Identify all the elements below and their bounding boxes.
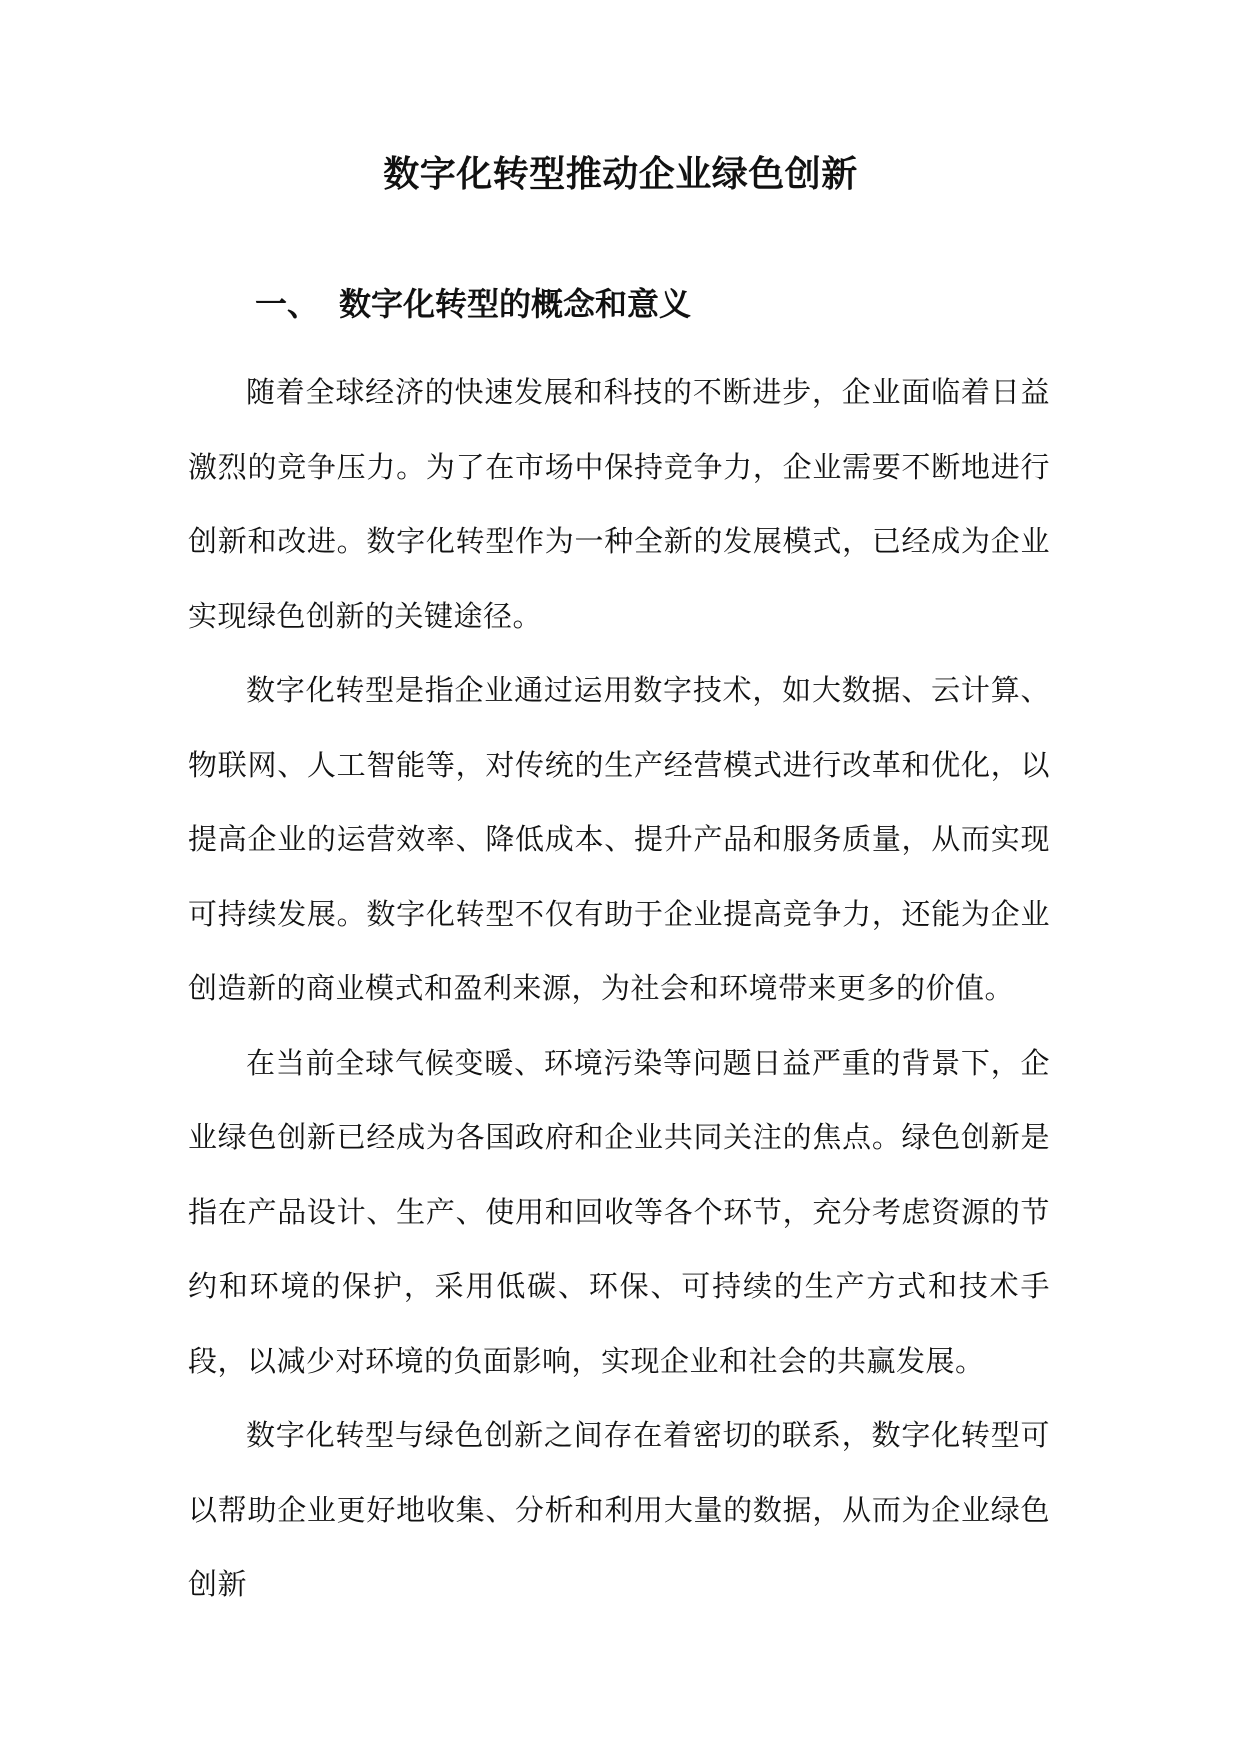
paragraph: 数字化转型与绿色创新之间存在着密切的联系，数字化转型可以帮助企业更好地收集、分析和利用大量的数据，从而为企业绿色创新 — [188, 1418, 1050, 1601]
paragraph: 随着全球经济的快速发展和科技的不断进步，企业面临着日益激烈的竞争压力。为了在市场中保持竞争力，企业需要不断地进行创新和改进。数字化转型作为一种全新的发展模式，已经成为企业实现绿色创新的关键途径。 — [188, 375, 1050, 633]
document-title: 数字化转型推动企业绿色创新 — [383, 153, 858, 195]
section-number: 一、 — [255, 285, 320, 323]
paragraph: 数字化转型是指企业通过运用数字技术，如大数据、云计算、物联网、人工智能等，对传统的生产经营模式进行改革和优化，以提高企业的运营效率、降低成本、提升产品和服务质量，从而实现可持续发展。数字化转型不仅有助于企业提高竞争力，还能为企业创造新的商业模式和盈利来源，为社会和环境带来更多的价值。 — [188, 673, 1050, 1005]
body-text — [188, 355, 1050, 1622]
paragraph: 在当前全球气候变暖、环境污染等问题日益严重的背景下，企业绿色创新已经成为各国政府和企业共同关注的焦点。绿色创新是指在产品设计、生产、使用和回收等各个环节，充分考虑资源的节约和环境的保护，采用低碳、环保、可持续的生产方式和技术手段，以减少对环境的负面影响，实现企业和社会的共赢发展。 — [188, 1045, 1050, 1378]
section-heading-text: 数字化转型的概念和意义 — [339, 285, 692, 323]
section-heading — [255, 278, 691, 330]
